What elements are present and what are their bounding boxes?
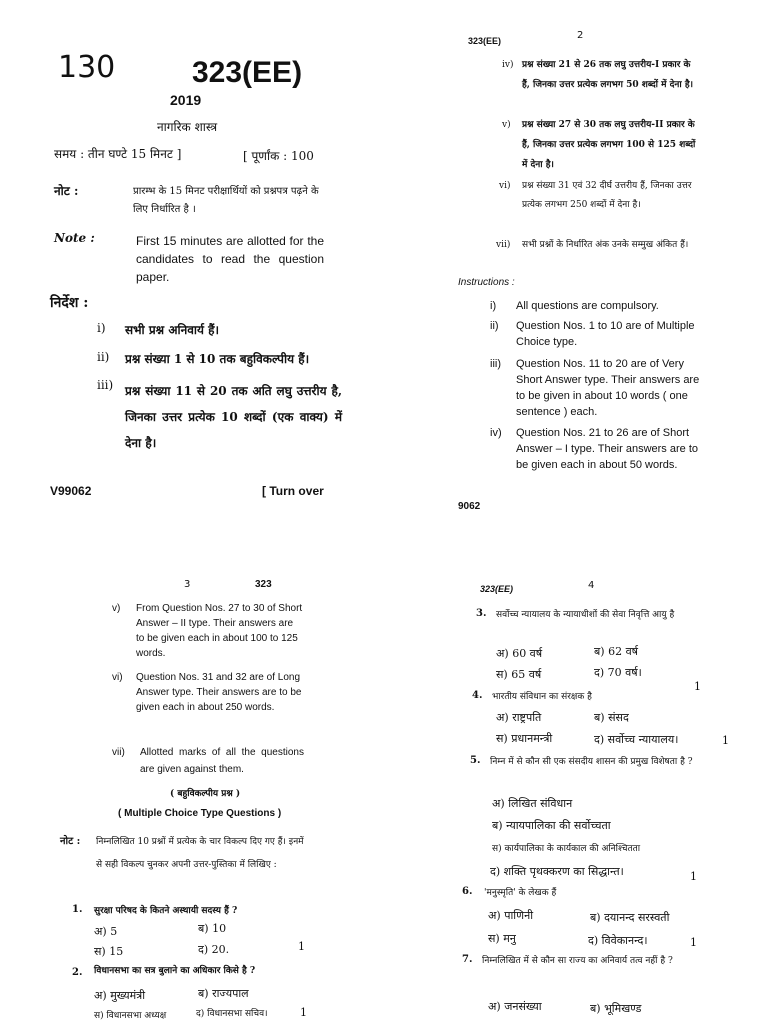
item-text: प्रश्न संख्या 1 से 10 तक बहुविकल्पीय हैं।: [125, 352, 310, 366]
instruction-item: [112, 601, 304, 661]
option-c: स) कार्यपालिका के कार्यकाल की अनिश्चितता: [492, 844, 641, 854]
time-allowed: समय : तीन घण्टे 15 मिनट ]: [54, 147, 182, 161]
section-title-hi: ( बहुविकल्पीय प्रश्न ): [170, 789, 241, 799]
item-text: Question Nos. 11 to 20 are of Very Short Answer type. Their answers are to be given in about 10 words ( one sentence ) each.: [516, 358, 700, 418]
option-b: ब) संसद: [594, 711, 629, 724]
note-label: नोट :: [60, 836, 81, 847]
question-mark: 1: [298, 940, 305, 953]
paper-code: 323(EE): [468, 36, 502, 46]
question-text: सुरक्षा परिषद के कितने अस्थायी सदस्य हैं ?: [94, 906, 238, 916]
option-b: ब) 10: [198, 922, 227, 935]
subject-title: नागरिक शास्त्र: [157, 120, 218, 134]
option-d: द) 70 वर्ष।: [594, 666, 642, 679]
item-num: iv): [502, 60, 514, 70]
option-a: अ) 60 वर्ष: [496, 647, 543, 660]
instruction-item: [112, 670, 304, 715]
option-b: ब) भूमिखण्ड: [590, 1002, 642, 1015]
page-number: 2: [577, 30, 584, 41]
item-text: सभी प्रश्न अनिवार्य हैं।: [125, 323, 220, 337]
option-b: ब) राज्यपाल: [198, 987, 249, 1000]
item-num: ii): [97, 350, 110, 364]
item-num: iii): [97, 378, 114, 392]
item-text: प्रश्न संख्या 21 से 26 तक लघु उत्तरीय-I प्रकार के हैं, जिनका उत्तर प्रत्येक लगभग 50 शब्दों में देना है।: [522, 60, 694, 90]
max-marks: [ पूर्णांक : 100: [243, 149, 314, 163]
question-mark: 1: [690, 870, 697, 883]
item-num: vii): [496, 240, 511, 250]
paper-code: 323(EE): [480, 584, 514, 594]
instruction-item: [499, 177, 699, 215]
note-hi-text: प्रारम्भ के 15 मिनट परीक्षार्थियों को प्रश्नपत्र पढ़ने के लिए निर्धारित है ।: [133, 186, 319, 215]
page-1: [0, 0, 384, 512]
item-num: iv): [490, 427, 502, 439]
instruction-item: [112, 744, 304, 778]
page-number: 3: [184, 579, 191, 590]
instruction-item: [502, 55, 698, 95]
item-text: प्रश्न संख्या 27 से 30 तक लघु उत्तरीय-II प्रकार के हैं, जिनका उत्तर प्रत्येक लगभग 100 से 125 शब्दों में देना है।: [522, 120, 696, 170]
instruction-item: [490, 425, 700, 473]
instruction-item: [496, 236, 699, 255]
item-num: i): [97, 321, 106, 335]
section-title-en: ( Multiple Choice Type Questions ): [118, 808, 282, 819]
question-number: 2.: [72, 967, 83, 978]
paper-code: 323(EE): [192, 56, 303, 89]
instruction-item: [97, 321, 337, 338]
item-text: Question Nos. 31 and 32 are of Long Answer type. Their answers are to be given each in about 250 words.: [136, 672, 302, 713]
item-text: प्रश्न संख्या 11 से 20 तक अति लघु उत्तरीय है, जिनका उत्तर प्रत्येक 10 शब्दों (एक वाक्य) में देना है।: [125, 384, 342, 450]
turn-over: [ Turn over: [262, 484, 324, 498]
page-number: 130: [58, 50, 116, 85]
option-a: अ) मुख्यमंत्री: [94, 989, 146, 1002]
option-a: अ) राष्ट्रपति: [496, 711, 542, 724]
option-d: द) विधानसभा सचिव।: [196, 1009, 268, 1019]
option-a: अ) लिखित संविधान: [492, 797, 573, 810]
question-number: 1.: [72, 904, 83, 915]
item-text: Question Nos. 21 to 26 are of Short Answer – I type. Their answers are to be given each in about 50 words.: [516, 427, 698, 471]
option-c: स) प्रधानमन्त्री: [496, 732, 553, 745]
option-b: ब) न्यायपालिका की सर्वोच्चता: [492, 819, 611, 832]
option-a: अ) जनसंख्या: [488, 1000, 542, 1013]
item-num: vi): [112, 672, 123, 683]
question-number: 6.: [462, 886, 473, 897]
question-text: निम्नलिखित में से कौन सा राज्य का अनिवार्य तत्व नहीं है ?: [482, 956, 673, 966]
instruction-item: [490, 356, 700, 420]
instruction-item: [490, 298, 700, 314]
option-d: द) सर्वोच्च न्यायालय।: [594, 733, 679, 746]
question-number: 5.: [470, 755, 481, 766]
note-text: निम्नलिखित 10 प्रश्नों में प्रत्येक के चार विकल्प दिए गए हैं। इनमें से सही विकल्प चुनकर अपनी उत्तर-पुस्तिका में लिखिए :: [96, 837, 304, 870]
instructions-label: निर्देश :: [50, 295, 89, 311]
question-text: निम्न में से कौन सी एक संसदीय शासन की प्रमुख विशेषता है ?: [490, 757, 693, 767]
page-4: [384, 512, 768, 1024]
question-number: 7.: [462, 954, 473, 965]
item-num: v): [502, 120, 511, 130]
question-mark: 1: [300, 1006, 307, 1019]
item-text: All questions are compulsory.: [516, 300, 659, 312]
note-hi-label: नोट :: [54, 184, 79, 198]
question-mark: 1: [722, 734, 729, 747]
option-b: ब) 62 वर्ष: [594, 645, 639, 658]
item-num: v): [112, 603, 121, 614]
option-b: ब) दयानन्द सरस्वती: [590, 911, 670, 924]
instruction-item: [97, 378, 342, 456]
note-en-text: First 15 minutes are allotted for the candidates to read the question paper.: [136, 234, 324, 284]
item-num: vii): [112, 747, 125, 758]
item-text: सभी प्रश्नों के निर्धारित अंक उनके सम्मुख अंकित हैं।: [522, 240, 689, 250]
page-number: 4: [588, 580, 595, 591]
instruction-item: [490, 318, 700, 350]
page-2: [384, 0, 768, 512]
instructions-label: Instructions :: [458, 277, 515, 288]
question-number: 3.: [476, 608, 487, 619]
option-d: द) शक्ति पृथक्करण का सिद्धान्त।: [490, 865, 624, 878]
item-num: i): [490, 300, 497, 312]
footer-code: 9062: [458, 501, 481, 512]
page-3: [0, 512, 384, 1024]
note-en-label: Note :: [54, 231, 95, 245]
option-c: स) 15: [94, 945, 124, 958]
exam-year: 2019: [170, 92, 202, 108]
question-text: विधानसभा का सत्र बुलाने का अधिकार किसे है ?: [94, 966, 256, 976]
option-d: द) विवेकानन्द।: [588, 934, 648, 947]
item-num: iii): [490, 358, 501, 370]
question-text: भारतीय संविधान का संरक्षक है: [492, 692, 592, 702]
option-d: द) 20.: [198, 943, 230, 956]
option-a: अ) 5: [94, 925, 118, 938]
option-c: स) मनु: [488, 932, 516, 945]
question-text: सर्वोच्च न्यायालय के न्यायाधीशों की सेवा निवृत्ति आयु है: [496, 610, 675, 620]
paper-code: 323: [255, 579, 272, 590]
item-text: Question Nos. 1 to 10 are of Multiple Choice type.: [516, 320, 695, 348]
option-a: अ) पाणिनी: [488, 909, 534, 922]
option-c: स) विधानसभा अध्यक्ष: [94, 1011, 167, 1021]
footer-code: V99062: [50, 484, 92, 498]
item-text: Allotted marks of all the questions are given against them.: [140, 747, 304, 775]
item-text: From Question Nos. 27 to 30 of Short Answer – II type. Their answers are to be given each in about 100 to 125 words.: [136, 603, 303, 659]
item-num: ii): [490, 320, 499, 332]
item-num: vi): [499, 181, 511, 191]
instruction-item: [97, 350, 342, 367]
option-c: स) 65 वर्ष: [496, 668, 542, 681]
item-text: प्रश्न संख्या 31 एवं 32 दीर्घ उत्तरीय हैं, जिनका उत्तर प्रत्येक लगभग 250 शब्दों में देना है।: [522, 181, 692, 210]
question-number: 4.: [472, 690, 483, 701]
instruction-item: [502, 115, 698, 175]
question-text: 'मनुस्मृति' के लेखक हैं: [484, 888, 557, 898]
question-mark: 1: [694, 680, 701, 693]
question-mark: 1: [690, 936, 697, 949]
